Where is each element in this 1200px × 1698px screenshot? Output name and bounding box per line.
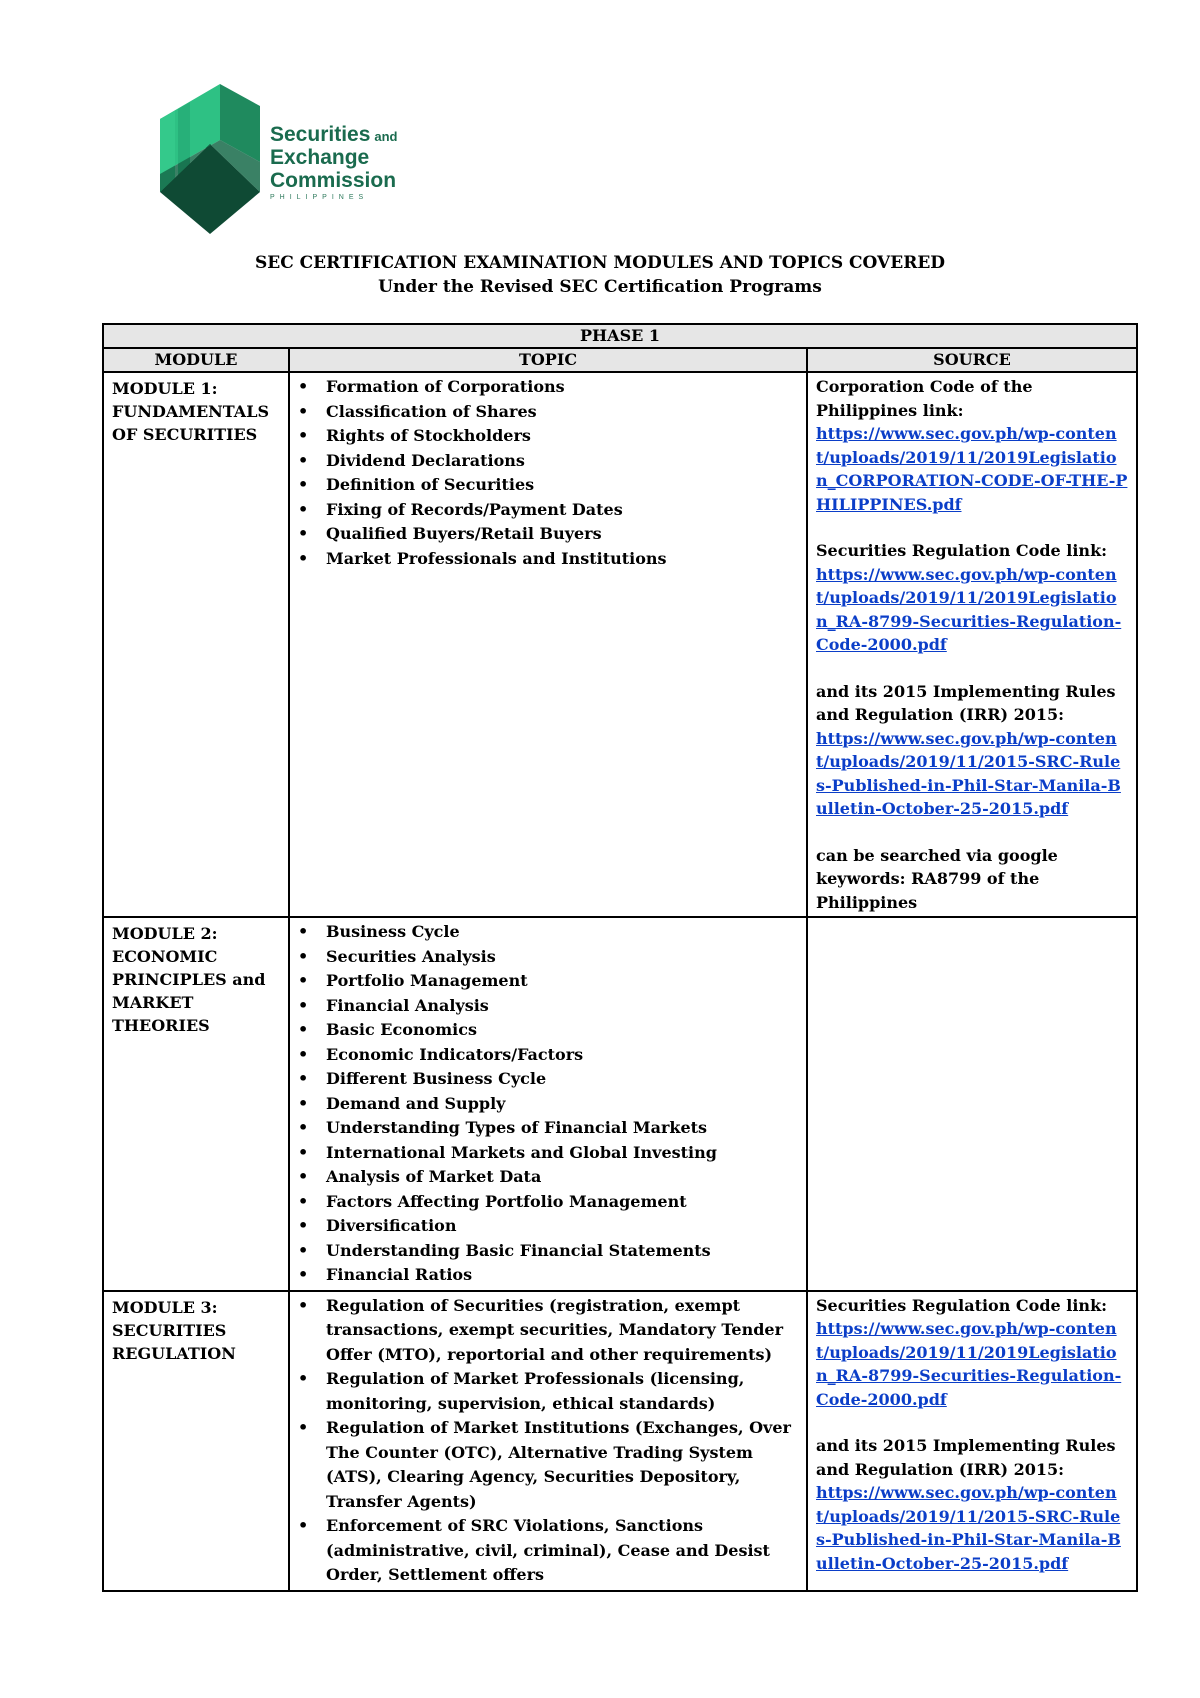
column-header-module: MODULE xyxy=(103,348,289,372)
topic-item: • Analysis of Market Data xyxy=(326,1165,800,1190)
source-label: and its 2015 Implementing Rules and Regulation (IRR) 2015: xyxy=(816,681,1116,724)
topic-list xyxy=(290,1294,800,1588)
source-block xyxy=(816,1434,1128,1575)
source-block xyxy=(816,680,1128,821)
topic-item: • Demand and Supply xyxy=(326,1092,800,1117)
topic-item: • Portfolio Management xyxy=(326,969,800,994)
source-block xyxy=(816,539,1128,657)
topic-item: • International Markets and Global Investing xyxy=(326,1141,800,1166)
column-header-topic: TOPIC xyxy=(289,348,807,372)
topic-item: • Understanding Basic Financial Statements xyxy=(326,1239,800,1264)
phase-header: PHASE 1 xyxy=(103,324,1137,348)
topic-list xyxy=(290,375,800,571)
source-link[interactable]: https://www.sec.gov.ph/wp-content/uploads/2019/11/2019Legislation_RA-8799-Securities-Regulation-Code-2000.pdf xyxy=(816,564,1122,654)
source-cell xyxy=(807,372,1137,917)
table-row xyxy=(103,372,1137,917)
topic-item: • Basic Economics xyxy=(326,1018,800,1043)
topic-item: • Financial Ratios xyxy=(326,1263,800,1288)
topic-item: • Rights of Stockholders xyxy=(326,424,800,449)
sec-logo xyxy=(160,84,420,244)
topic-item: • Classification of Shares xyxy=(326,400,800,425)
topic-item: • Definition of Securities xyxy=(326,473,800,498)
source-label: and its 2015 Implementing Rules and Regulation (IRR) 2015: xyxy=(816,1436,1116,1479)
topic-item: • Financial Analysis xyxy=(326,994,800,1019)
source-link[interactable]: https://www.sec.gov.ph/wp-content/uploads/2019/11/2015-SRC-Rules-Published-in-Phil-Star-Manila-Bulletin-October-25-2015.pdf xyxy=(816,728,1121,818)
source-block xyxy=(816,844,1128,915)
topic-item: • Enforcement of SRC Violations, Sanctions (administrative, civil, criminal), Cease and Desist Order, Settlement offers xyxy=(326,1514,800,1588)
title-block xyxy=(0,251,1200,299)
topic-cell xyxy=(289,372,807,917)
logo-and: and xyxy=(374,129,398,144)
source-link[interactable]: https://www.sec.gov.ph/wp-content/uploads/2019/11/2019Legislation_CORPORATION-CODE-OF-THE-PHILIPPINES.pdf xyxy=(816,424,1128,514)
source-label: Securities Regulation Code link: xyxy=(816,1295,1108,1315)
logo-country: PHILIPPINES xyxy=(270,194,369,201)
topic-item: • Market Professionals and Institutions xyxy=(326,547,800,572)
module-name: MODULE 2: ECONOMIC PRINCIPLES and MARKET THEORIES xyxy=(103,917,289,1291)
topic-item: • Regulation of Market Institutions (Exchanges, Over The Counter (OTC), Alternative Trading System (ATS), Clearing Agency, Securities Depository, Transfer Agents) xyxy=(326,1416,800,1514)
topic-item: • Regulation of Securities (registration, exempt transactions, exempt securities, Mandatory Tender Offer (MTO), reportorial and other requirements) xyxy=(326,1294,800,1368)
source-cell xyxy=(807,1291,1137,1591)
logo-line-securities: Securities xyxy=(270,123,371,146)
topic-item: • Securities Analysis xyxy=(326,945,800,970)
source-label: Corporation Code of the Philippines link: xyxy=(816,377,1033,420)
topic-item: • Qualified Buyers/Retail Buyers xyxy=(326,522,800,547)
page-title: SEC CERTIFICATION EXAMINATION MODULES AND TOPICS COVERED xyxy=(254,253,946,273)
source-label: can be searched via google keywords: RA8799 of the Philippines xyxy=(816,845,1058,912)
modules-table xyxy=(102,323,1138,1592)
sec-emblem-icon xyxy=(160,84,260,234)
topic-list xyxy=(290,920,800,1288)
topic-item: • Diversification xyxy=(326,1214,800,1239)
topic-item: • Dividend Declarations xyxy=(326,449,800,474)
source-block xyxy=(816,375,1128,516)
topic-item: • Factors Affecting Portfolio Management xyxy=(326,1190,800,1215)
module-name: MODULE 3: SECURITIES REGULATION xyxy=(103,1291,289,1591)
source-link[interactable]: https://www.sec.gov.ph/wp-content/uploads/2019/11/2019Legislation_RA-8799-Securities-Regulation-Code-2000.pdf xyxy=(816,1319,1122,1409)
logo-line-commission: Commission xyxy=(270,169,397,192)
table-row xyxy=(103,917,1137,1291)
topic-item: • Regulation of Market Professionals (licensing, monitoring, supervision, ethical standards) xyxy=(326,1367,800,1416)
table-row xyxy=(103,1291,1137,1591)
topic-item: • Understanding Types of Financial Markets xyxy=(326,1116,800,1141)
module-rows xyxy=(103,372,1137,1591)
column-header-source: SOURCE xyxy=(807,348,1137,372)
page-subtitle: Under the Revised SEC Certification Programs xyxy=(378,277,822,297)
source-cell xyxy=(807,917,1137,1291)
source-link[interactable]: https://www.sec.gov.ph/wp-content/uploads/2019/11/2015-SRC-Rules-Published-in-Phil-Star-Manila-Bulletin-October-25-2015.pdf xyxy=(816,1483,1121,1573)
topic-item: • Business Cycle xyxy=(326,920,800,945)
logo-line-exchange: Exchange xyxy=(270,146,370,169)
source-label: Securities Regulation Code link: xyxy=(816,541,1108,560)
topic-item: • Economic Indicators/Factors xyxy=(326,1043,800,1068)
topic-cell xyxy=(289,1291,807,1591)
source-block xyxy=(816,1294,1128,1412)
logo-wordmark xyxy=(270,124,398,201)
topic-cell xyxy=(289,917,807,1291)
topic-item: • Fixing of Records/Payment Dates xyxy=(326,498,800,523)
topic-item: • Formation of Corporations xyxy=(326,375,800,400)
topic-item: • Different Business Cycle xyxy=(326,1067,800,1092)
module-name: MODULE 1: FUNDAMENTALS OF SECURITIES xyxy=(103,372,289,917)
